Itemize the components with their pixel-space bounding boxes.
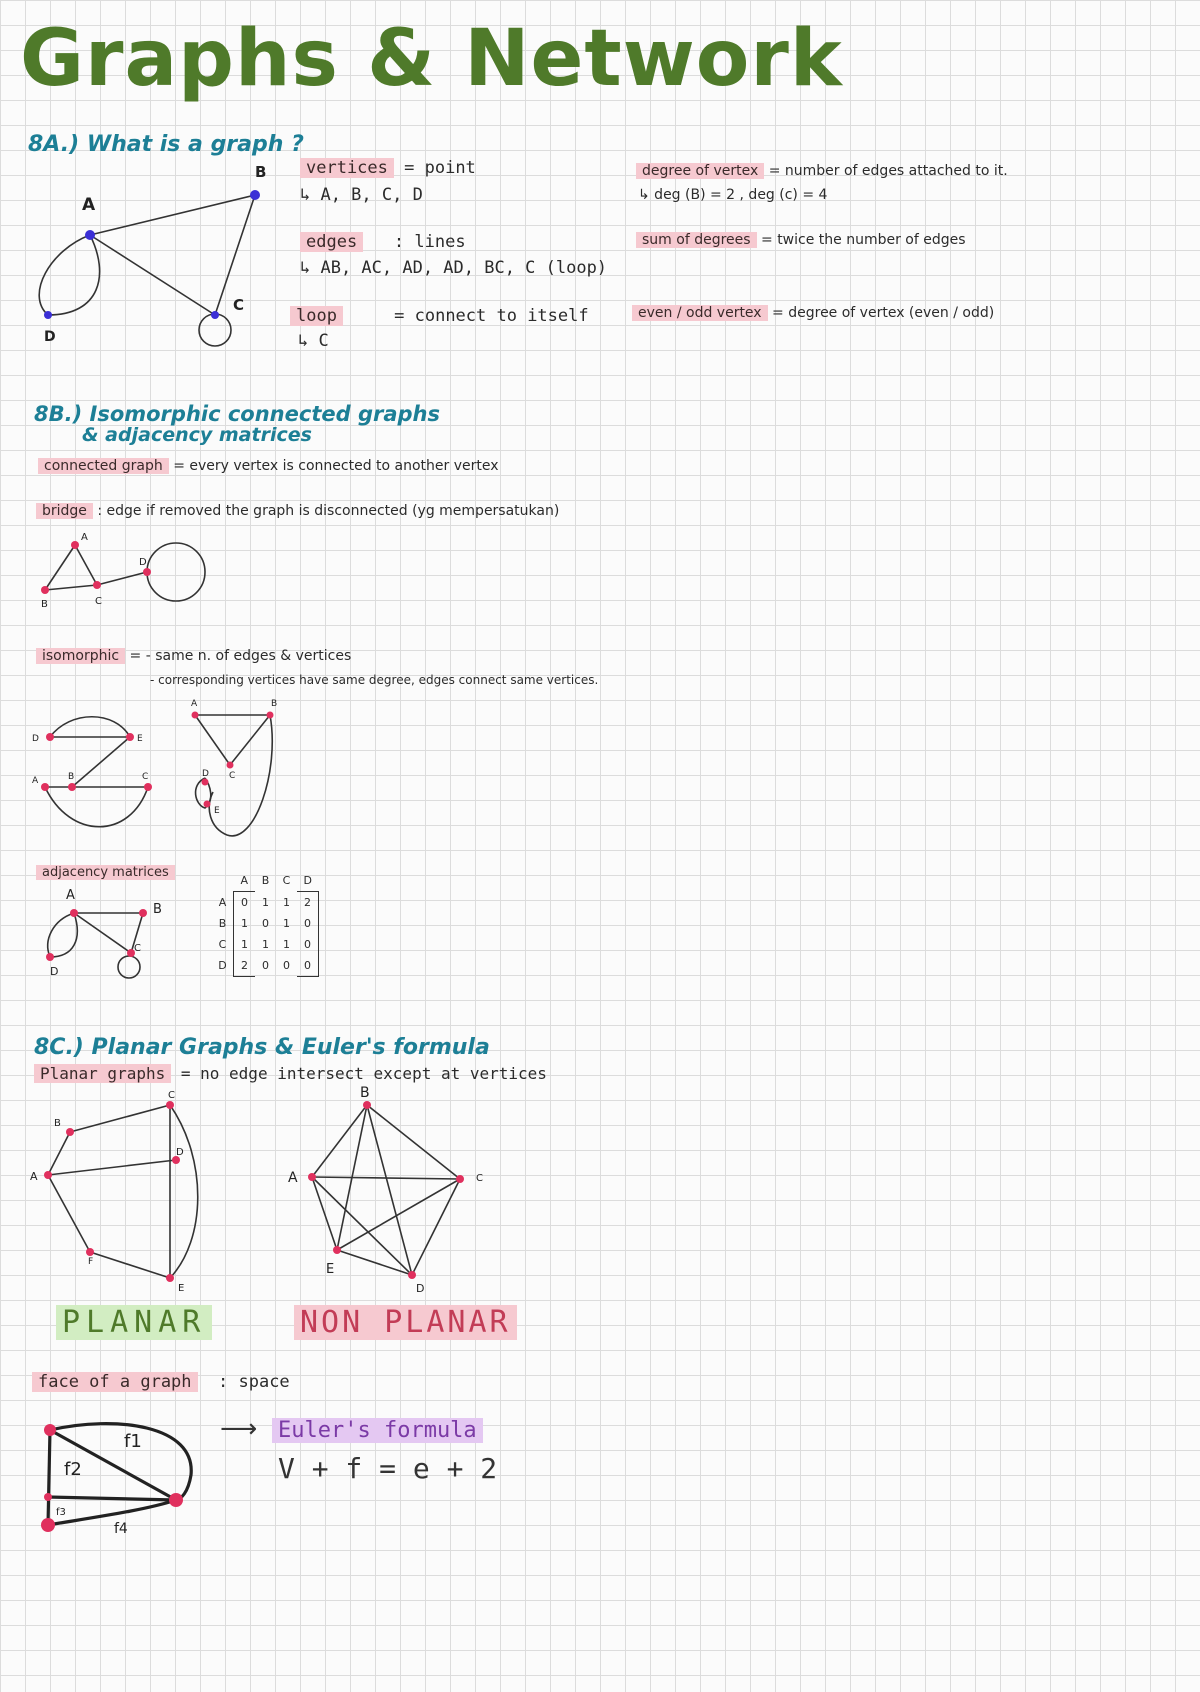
nonplanar-graph <box>282 1085 482 1300</box>
matrix-cell: 0 <box>262 959 269 973</box>
matrix-cell: 0 <box>234 892 256 914</box>
section-8c-heading: 8C.) Planar Graphs & Euler's formula <box>34 1035 490 1060</box>
iso1-label-d: D <box>32 734 39 744</box>
face-term: face of a graph <box>32 1372 198 1392</box>
euler-term: Euler's formula <box>272 1418 483 1443</box>
page-title: Graphs & Network <box>20 14 843 104</box>
bridge-label-c: C <box>95 596 102 607</box>
matrix-cell: 1 <box>262 938 269 951</box>
degree-term: degree of vertex <box>636 163 764 179</box>
isomorphic-line <box>36 648 351 664</box>
iso2-label-e: E <box>214 806 220 816</box>
matrix-cell: 1 <box>234 913 256 934</box>
bridge-term: bridge <box>36 503 93 519</box>
section-8b-heading-2: & adjacency matrices <box>82 424 312 446</box>
bridge-line <box>36 503 559 519</box>
degree-def: = number of edges attached to it. <box>768 163 1008 179</box>
matrix-cell: 1 <box>283 917 290 930</box>
face-label-f2: f2 <box>64 1459 82 1480</box>
matrix-row-header: B <box>218 917 227 930</box>
matrix-cell: 0 <box>297 913 319 934</box>
adjacency-matrix <box>212 870 319 977</box>
planar-graph <box>28 1090 218 1305</box>
planar-label-a: A <box>30 1170 38 1183</box>
nonplanar-caption-text: NON PLANAR <box>294 1305 517 1340</box>
planar-term: Planar graphs <box>34 1064 171 1083</box>
matrix-cell: 1 <box>283 895 290 909</box>
bridge-diagram <box>35 530 215 610</box>
isomorphic-def-2: - corresponding vertices have same degree, edges connect same vertices. <box>150 673 599 687</box>
iso2-label-a: A <box>191 699 198 709</box>
iso1-label-e: E <box>137 734 143 744</box>
planar-label-b: B <box>54 1118 61 1129</box>
matrix-row-header: D <box>218 959 227 973</box>
iso2-label-c: C <box>229 771 236 781</box>
planar-def: = no edge intersect except at vertices <box>180 1064 547 1083</box>
planar-label-d: D <box>176 1147 184 1158</box>
vertices-term: vertices <box>300 158 394 178</box>
iso2-label-b: B <box>271 699 278 709</box>
planar-line <box>34 1064 547 1083</box>
nonplanar-caption <box>294 1305 517 1340</box>
nonplanar-label-d: D <box>416 1282 425 1295</box>
degree-line <box>636 163 1008 179</box>
iso1-label-c: C <box>142 772 149 782</box>
matrix-cell: 2 <box>297 892 319 914</box>
matrix-col-header: A <box>240 874 249 887</box>
planar-label-f: F <box>88 1257 94 1267</box>
vertices-example: ↳ A, B, C, D <box>300 185 423 205</box>
matrix-cell: 1 <box>283 938 290 951</box>
edges-def: : lines <box>393 232 466 252</box>
sum-line <box>636 232 966 248</box>
sum-def: = twice the number of edges <box>761 232 966 248</box>
nonplanar-label-a: A <box>288 1170 298 1186</box>
matrix-row-header: C <box>218 938 227 951</box>
vertices-line <box>300 158 476 178</box>
matrix-col-header: C <box>282 874 291 888</box>
evenodd-term: even / odd vertex <box>632 305 768 321</box>
adjacency-graph <box>38 885 168 980</box>
edges-term: edges <box>300 232 363 252</box>
sum-term: sum of degrees <box>636 232 757 248</box>
label-d: D <box>44 329 56 345</box>
adjacency-term: adjacency matrices <box>36 865 175 880</box>
connected-def: = every vertex is connected to another vertex <box>173 458 499 474</box>
adj-label-a: A <box>66 888 75 903</box>
iso1-label-b: B <box>68 772 75 782</box>
matrix-row-header: A <box>218 895 227 909</box>
vertices-def: = point <box>404 158 476 178</box>
matrix-cell: 1 <box>262 895 269 909</box>
euler-line <box>272 1418 483 1443</box>
loop-term: loop <box>290 306 343 326</box>
matrix-cell: 2 <box>234 955 256 977</box>
isomorphic-graph-2 <box>185 700 295 845</box>
face-label-f3: f3 <box>56 1507 66 1518</box>
edges-line <box>300 232 466 252</box>
evenodd-def: = degree of vertex (even / odd) <box>772 305 995 321</box>
face-label-f4: f4 <box>114 1521 128 1537</box>
adj-label-d: D <box>50 965 59 978</box>
matrix-col-header: D <box>303 874 312 887</box>
graph-8a-diagram <box>30 155 270 355</box>
edges-example: ↳ AB, AC, AD, AD, BC, C (loop) <box>300 258 608 278</box>
degree-example: ↳ deg (B) = 2 , deg (c) = 4 <box>638 187 828 203</box>
isomorphic-def-1: = - same n. of edges & vertices <box>129 648 352 664</box>
adj-label-c: C <box>134 943 141 954</box>
arrow-icon: ⟶ <box>220 1414 258 1444</box>
connected-term: connected graph <box>38 458 169 474</box>
bridge-label-d: D <box>139 557 147 568</box>
matrix-cell: 0 <box>297 955 319 977</box>
face-line <box>32 1372 290 1392</box>
bridge-label-a: A <box>81 532 88 543</box>
connected-line <box>38 458 499 474</box>
evenodd-line <box>632 305 994 321</box>
label-a: A <box>82 195 96 215</box>
planar-caption <box>56 1305 212 1340</box>
iso1-label-a: A <box>32 776 39 786</box>
isomorphic-graph-1 <box>30 705 160 835</box>
face-label-f1: f1 <box>124 1431 142 1452</box>
planar-label-e: E <box>178 1283 185 1294</box>
planar-caption-text: PLANAR <box>56 1305 212 1340</box>
matrix-col-header: B <box>261 874 270 888</box>
loop-line <box>290 306 589 326</box>
isomorphic-term: isomorphic <box>36 648 125 664</box>
matrix-cell: 0 <box>262 917 269 930</box>
matrix-cell: 1 <box>234 934 256 955</box>
matrix-cell: 0 <box>283 959 290 973</box>
bridge-label-b: B <box>41 599 48 610</box>
adjacency-line <box>36 865 175 880</box>
loop-def: = connect to itself <box>394 306 589 326</box>
label-c: C <box>233 296 245 314</box>
label-b: B <box>255 163 267 181</box>
nonplanar-label-c: C <box>476 1173 483 1184</box>
euler-equation: V + f = e + 2 <box>278 1452 498 1485</box>
section-8b-heading-1: 8B.) Isomorphic connected graphs <box>34 402 440 426</box>
iso2-label-d: D <box>202 769 209 779</box>
face-graph <box>36 1415 206 1545</box>
section-8a-heading: 8A.) What is a graph ? <box>28 132 304 157</box>
face-def: : space <box>218 1372 290 1392</box>
planar-label-c: C <box>168 1090 175 1101</box>
nonplanar-label-e: E <box>326 1262 335 1277</box>
adj-label-b: B <box>153 902 162 917</box>
loop-example: ↳ C <box>298 331 329 351</box>
nonplanar-label-b: B <box>360 1085 370 1101</box>
bridge-def: : edge if removed the graph is disconnected (yg mempersatukan) <box>97 503 560 519</box>
matrix-cell: 0 <box>297 934 319 955</box>
